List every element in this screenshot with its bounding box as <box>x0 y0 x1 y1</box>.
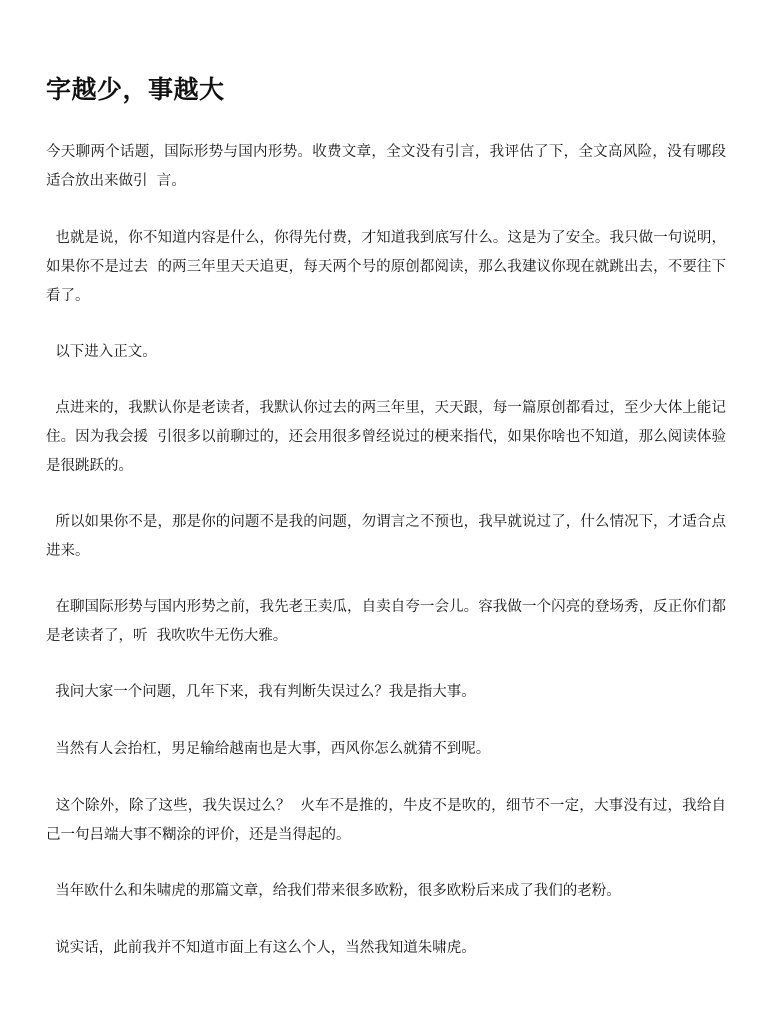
paragraph-8: 当然有人会抬杠，男足输给越南也是大事，西风你怎么就猜不到呢。 <box>46 741 491 757</box>
paragraph-4: 点进来的，我默认你是老读者，我默认你过去的两三年里，天天跟，每一篇原创都看过，至少大体上能记住。因为我会援 引很多以前聊过的，还会用很多曾经说过的梗来指代，如果你啥也不知道，那么阅读体验是很跳跃的。 <box>46 400 727 474</box>
paragraph-11: 说实话，此前我并不知道市面上有这么个人，当然我知道朱啸虎。 <box>46 940 476 956</box>
paragraph-1: 今天聊两个话题，国际形势与国内形势。收费文章，全文没有引言，我评估了下，全文高风险，没有哪段适合放出来做引 言。 <box>46 144 726 189</box>
paragraph-6: 在聊国际形势与国内形势之前，我先老王卖瓜，自卖自夸一会儿。容我做一个闪亮的登场秀，反正你们都是老读者了，听 我吹吹牛无伤大雅。 <box>46 599 727 644</box>
paragraph-9: 这个除外，除了这些，我失误过么？ 火车不是推的，牛皮不是吹的，细节不一定，大事没有过，我给自己一句吕端大事不糊涂的评价，还是当得起的。 <box>46 798 727 843</box>
paragraph-2: 也就是说，你不知道内容是什么，你得先付费，才知道我到底写什么。这是为了安全。我只做一句说明，如果你不是过去 的两三年里天天追更，每天两个号的原创都阅读，那么我建议你现在就跳出去，不要往下看了。 <box>46 230 727 304</box>
article-title: 字越少，事越大 <box>46 75 225 104</box>
paragraph-3: 以下进入正文。 <box>46 344 157 360</box>
paragraph-7: 我问大家一个问题，几年下来，我有判断失误过么？我是指大事。 <box>46 684 476 700</box>
paragraph-10: 当年欧什么和朱啸虎的那篇文章，给我们带来很多欧粉，很多欧粉后来成了我们的老粉。 <box>46 883 621 899</box>
paragraph-5: 所以如果你不是，那是你的问题不是我的问题，勿谓言之不预也，我早就说过了，什么情况下，才适合点进来。 <box>46 514 727 559</box>
